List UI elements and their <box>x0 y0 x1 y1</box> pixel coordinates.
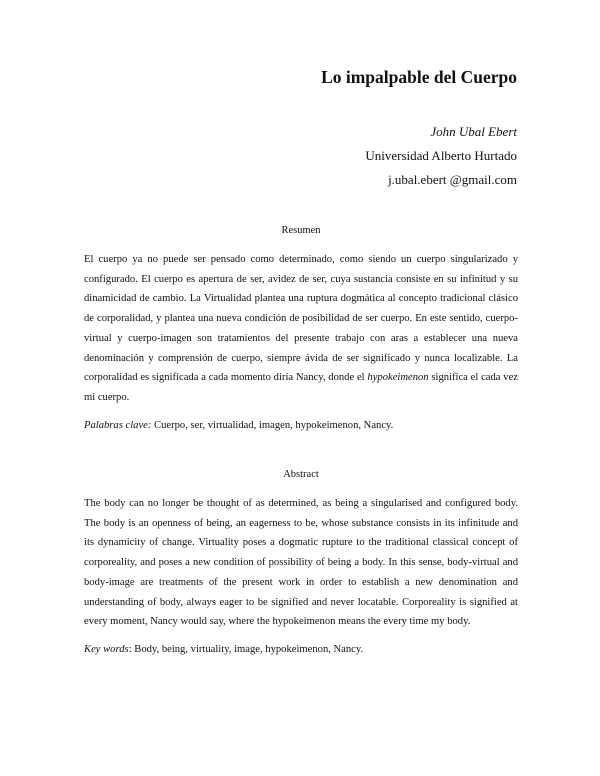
resumen-text <box>84 250 518 408</box>
resumen-heading: Resumen <box>281 225 321 236</box>
abstract-keywords-list: Body, being, virtuality, image, hypokeimenon, Nancy. <box>134 643 364 655</box>
abstract-keywords <box>84 640 518 659</box>
abstract-section <box>84 468 518 659</box>
author-email: j.ubal.ebert @gmail.com <box>388 172 517 187</box>
resumen-text-end: significa el cada vez mi cuerpo. <box>84 372 518 403</box>
abstract-text: The body can no longer be thought of as determined, as being a singularised and configured body. The body is an openness of being, an eagerness to be, whose substance consists in its infinitude and its dynamicity of change. Virtuality poses a dogmatic rupture to the traditional classical concept of corporeality, and poses a new condition of possibility of being a body. In this sense, body-virtual and body-image are treatments of the present work in order to establish a new denomination and understanding of body, always eager to be signified and never locatable. Corporeality is signified at every moment, Nancy would say, where the hypokeimenon means the every time my body. <box>84 498 518 628</box>
resumen-section <box>84 224 518 435</box>
resumen-keywords-list: Cuerpo, ser, virtualidad, imagen, hypokeimenon, Nancy. <box>154 419 394 431</box>
abstract-keywords-label: Key words <box>84 643 129 655</box>
resumen-text-body: El cuerpo ya no puede ser pensado como determinado, como siendo un cuerpo singularizado y configurado. El cuerpo es apertura de ser, avidez de ser, cuya sustancia consiste en su infinitud y su dinamicidad de cambio. La Virtualidad plantea una ruptura dogmática al concepto tradicional clásico de corporalidad, y plantea una nueva condición de posibilidad de ser cuerpo. En este sentido, cuerpo-virtual y cuerpo-imagen son tratamientos del presente trabajo con aras a establecer una nueva denominación y comprensión de cuerpo, siempre ávida de ser significado y nunca localizable. La corporalidad es significada a cada momento diría Nancy, donde el <box>84 254 518 384</box>
resumen-keywords <box>84 416 518 435</box>
abstract-keywords-separator: : <box>128 643 132 655</box>
resumen-emphasis: hypokeimenon <box>367 372 429 384</box>
paper-title: Lo impalpable del Cuerpo <box>321 67 517 87</box>
resumen-keywords-label: Palabras clave: <box>84 419 152 431</box>
author-affiliation: Universidad Alberto Hurtado <box>365 148 517 163</box>
abstract-heading: Abstract <box>283 469 319 480</box>
author-name: John Ubal Ebert <box>430 124 517 139</box>
author-block <box>365 120 517 192</box>
